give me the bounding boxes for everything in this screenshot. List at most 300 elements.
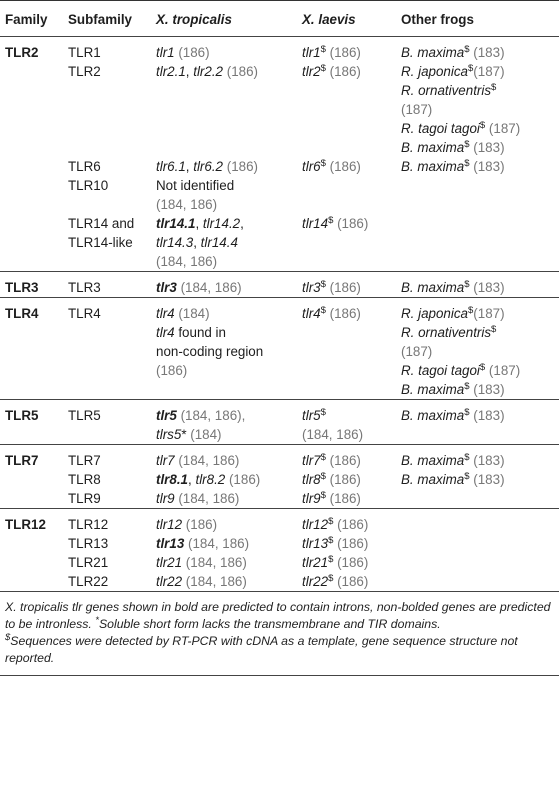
superscript-marker: $ bbox=[479, 120, 486, 131]
family-cell: TLR7 bbox=[5, 453, 39, 468]
superscript-marker: $ bbox=[320, 44, 326, 55]
reference-number: (186) bbox=[333, 555, 369, 570]
table-row bbox=[0, 157, 559, 176]
subfamily-label: TLR13 bbox=[68, 536, 109, 551]
footnote-dollar-marker: $ bbox=[5, 632, 11, 643]
table-row bbox=[0, 62, 559, 157]
header-other-frogs: Other frogs bbox=[401, 12, 474, 27]
gene-text: found in bbox=[174, 325, 226, 340]
x-tropicalis-cell bbox=[151, 176, 297, 214]
reference-number: (186) bbox=[325, 472, 361, 487]
gene-text: tlr6.2 bbox=[193, 159, 224, 174]
x-laevis-cell bbox=[297, 272, 396, 298]
x-tropicalis-cell bbox=[151, 157, 297, 176]
superscript-marker: $ bbox=[479, 362, 486, 373]
other-frogs-cell bbox=[396, 214, 559, 272]
gene-text: B. maxima bbox=[401, 45, 465, 60]
other-frogs-cell bbox=[396, 37, 559, 63]
subfamily-cell bbox=[63, 553, 151, 572]
x-tropicalis-cell bbox=[151, 400, 297, 445]
table-row bbox=[0, 37, 559, 63]
subfamily-label: TLR4 bbox=[68, 306, 101, 321]
family-cell bbox=[0, 534, 63, 553]
family-cell bbox=[0, 62, 63, 157]
subfamily-cell bbox=[63, 534, 151, 553]
cell-line bbox=[156, 252, 295, 271]
gene-text: tlr2.2 bbox=[193, 64, 224, 79]
gene-text: tlr8.2 bbox=[195, 472, 226, 487]
gene-text: R. japonica bbox=[401, 64, 468, 79]
cell-line bbox=[302, 43, 394, 62]
gene-text: Not identified bbox=[156, 178, 235, 193]
subfamily-cell bbox=[63, 445, 151, 471]
reference-number: (187) bbox=[473, 306, 505, 321]
reference-number: (184, 186) bbox=[174, 453, 240, 468]
cell-line bbox=[156, 233, 295, 252]
gene-text: tlr14.4 bbox=[200, 235, 238, 250]
gene-text: tlr9 bbox=[302, 491, 321, 506]
superscript-marker: $ bbox=[464, 158, 470, 169]
cell-line bbox=[401, 43, 557, 62]
cell-line bbox=[156, 157, 295, 176]
family-cell bbox=[0, 553, 63, 572]
reference-number: (186) bbox=[333, 517, 369, 532]
reference-number: (183) bbox=[469, 140, 505, 155]
x-laevis-cell bbox=[297, 176, 396, 214]
footnote-star-marker: * bbox=[95, 615, 99, 626]
cell-line bbox=[401, 451, 557, 470]
superscript-marker: $ bbox=[464, 407, 470, 418]
gene-text: R. ornativentris bbox=[401, 83, 492, 98]
table-row bbox=[0, 489, 559, 509]
cell-line bbox=[302, 553, 394, 572]
subfamily-cell bbox=[63, 157, 151, 176]
subfamily-label: TLR3 bbox=[68, 280, 101, 295]
cell-line bbox=[156, 425, 295, 444]
superscript-marker: $ bbox=[320, 158, 326, 169]
other-frogs-cell bbox=[396, 509, 559, 535]
reference-number: (186) bbox=[325, 280, 361, 295]
reference-number: (187) bbox=[401, 344, 433, 359]
gene-text: non-coding region bbox=[156, 344, 264, 359]
superscript-marker: $ bbox=[328, 215, 334, 226]
gene-text: , bbox=[195, 216, 203, 231]
table-row bbox=[0, 214, 559, 272]
reference-number: (184, 186) bbox=[182, 555, 247, 570]
reference-number: (186) bbox=[325, 306, 361, 321]
other-frogs-cell bbox=[396, 470, 559, 489]
superscript-marker: $ bbox=[320, 407, 326, 418]
reference-number: (187) bbox=[401, 102, 433, 117]
cell-line bbox=[401, 81, 557, 100]
gene-text: tlr3 bbox=[156, 280, 177, 295]
header-x-laevis: X. laevis bbox=[302, 12, 356, 27]
subfamily-label: TLR10 bbox=[68, 178, 109, 193]
family-cell bbox=[0, 214, 63, 272]
cell-line bbox=[401, 278, 557, 297]
gene-text: tlr13 bbox=[156, 536, 185, 551]
cell-line bbox=[302, 534, 394, 553]
reference-number: (183) bbox=[469, 453, 505, 468]
superscript-marker: $ bbox=[468, 305, 474, 316]
x-tropicalis-cell bbox=[151, 37, 297, 63]
other-frogs-cell bbox=[396, 298, 559, 400]
gene-text: , bbox=[188, 472, 196, 487]
other-frogs-cell bbox=[396, 157, 559, 176]
cell-line bbox=[401, 157, 557, 176]
header-subfamily: Subfamily bbox=[68, 12, 132, 27]
cell-line bbox=[156, 176, 295, 195]
x-laevis-cell bbox=[297, 509, 396, 535]
gene-text: tlr7 bbox=[156, 453, 175, 468]
table-row bbox=[0, 400, 559, 445]
cell-line bbox=[156, 489, 295, 508]
table-row bbox=[0, 176, 559, 214]
reference-number: (187) bbox=[485, 121, 521, 136]
reference-number: (186) bbox=[225, 472, 261, 487]
table-row bbox=[0, 298, 559, 400]
table-row bbox=[0, 509, 559, 535]
x-laevis-cell bbox=[297, 37, 396, 63]
other-frogs-cell bbox=[396, 62, 559, 157]
cell-line bbox=[401, 470, 557, 489]
gene-text: tlr2 bbox=[302, 64, 321, 79]
gene-text: tlr4 bbox=[156, 325, 175, 340]
other-frogs-cell bbox=[396, 534, 559, 553]
reference-number: (184, 186) bbox=[302, 427, 364, 442]
x-tropicalis-cell bbox=[151, 534, 297, 553]
cell-line bbox=[302, 515, 394, 534]
cell-line bbox=[302, 157, 394, 176]
cell-line bbox=[156, 553, 295, 572]
subfamily-cell bbox=[63, 400, 151, 445]
gene-text: , bbox=[185, 159, 194, 174]
cell-line bbox=[302, 572, 394, 591]
superscript-marker: $ bbox=[320, 490, 326, 501]
reference-number: (183) bbox=[469, 408, 505, 423]
reference-number: (184, 186) bbox=[182, 574, 247, 589]
gene-text: tlr14.3 bbox=[156, 235, 194, 250]
x-tropicalis-cell bbox=[151, 553, 297, 572]
reference-number: (186) bbox=[223, 159, 258, 174]
gene-text: tlr9 bbox=[156, 491, 175, 506]
x-laevis-cell bbox=[297, 62, 396, 157]
subfamily-label: TLR6 bbox=[68, 159, 101, 174]
gene-text: tlr14.2 bbox=[202, 216, 241, 231]
x-laevis-cell bbox=[297, 489, 396, 509]
gene-text: B. maxima bbox=[401, 453, 465, 468]
gene-text: * bbox=[181, 427, 187, 442]
gene-text: tlr8 bbox=[302, 472, 321, 487]
table-row bbox=[0, 572, 559, 592]
subfamily-label: TLR8 bbox=[68, 472, 101, 487]
subfamily-label: TLR5 bbox=[68, 408, 101, 423]
family-cell bbox=[0, 470, 63, 489]
x-tropicalis-cell bbox=[151, 489, 297, 509]
gene-text: , bbox=[193, 235, 201, 250]
x-laevis-cell bbox=[297, 534, 396, 553]
cell-line bbox=[401, 323, 557, 342]
cell-line bbox=[156, 342, 295, 361]
gene-text: tlr12 bbox=[302, 517, 329, 532]
subfamily-label: TLR9 bbox=[68, 491, 101, 506]
gene-text: R. ornativentris bbox=[401, 325, 492, 340]
superscript-marker: $ bbox=[320, 63, 326, 74]
superscript-marker: $ bbox=[491, 82, 497, 93]
x-tropicalis-cell bbox=[151, 298, 297, 400]
subfamily-cell bbox=[63, 509, 151, 535]
subfamily-cell bbox=[63, 572, 151, 592]
reference-number: (186) bbox=[223, 64, 258, 79]
gene-text: tlr21 bbox=[302, 555, 329, 570]
subfamily-cell bbox=[63, 489, 151, 509]
cell-line bbox=[156, 195, 295, 214]
gene-text: tlr1 bbox=[156, 45, 175, 60]
cell-line bbox=[156, 323, 295, 342]
cell-line bbox=[401, 62, 557, 81]
table-row bbox=[0, 445, 559, 471]
reference-number: (184, 186), bbox=[176, 408, 246, 423]
subfamily-cell bbox=[63, 37, 151, 63]
reference-number: (186) bbox=[156, 363, 188, 378]
gene-text: tlr4 bbox=[156, 306, 175, 321]
header-family: Family bbox=[5, 12, 48, 27]
family-cell: TLR12 bbox=[5, 517, 46, 532]
superscript-marker: $ bbox=[491, 324, 497, 335]
table-footnote bbox=[0, 592, 559, 676]
reference-number: (183) bbox=[469, 159, 505, 174]
subfamily-cell bbox=[63, 214, 151, 272]
x-tropicalis-cell bbox=[151, 572, 297, 592]
gene-text: B. maxima bbox=[401, 140, 465, 155]
reference-number: (186) bbox=[182, 517, 218, 532]
subfamily-cell bbox=[63, 62, 151, 157]
gene-text: tlr5 bbox=[302, 408, 321, 423]
superscript-marker: $ bbox=[320, 305, 326, 316]
gene-text: B. maxima bbox=[401, 382, 465, 397]
footnote-bold-explanation: X. tropicalis tlr genes shown in bold are predicted to contain introns, non-bolded genes are predicted to be intronless. bbox=[5, 600, 551, 631]
gene-text: tlr13 bbox=[302, 536, 329, 551]
superscript-marker: $ bbox=[320, 471, 326, 482]
reference-number: (183) bbox=[469, 280, 505, 295]
gene-text: tlrs5 bbox=[156, 427, 182, 442]
gene-text: R. japonica bbox=[401, 306, 468, 321]
superscript-marker: $ bbox=[464, 381, 470, 392]
footnote-rt-pcr: Sequences were detected by RT-PCR with cDNA as a template, gene sequence structure not reported. bbox=[5, 634, 518, 665]
gene-text: tlr6.1 bbox=[156, 159, 186, 174]
reference-number: (186) bbox=[333, 536, 369, 551]
superscript-marker: $ bbox=[464, 279, 470, 290]
subfamily-label: TLR21 bbox=[68, 555, 109, 570]
x-laevis-cell bbox=[297, 400, 396, 445]
gene-text: tlr1 bbox=[302, 45, 321, 60]
header-x-tropicalis: X. tropicalis bbox=[156, 12, 232, 27]
gene-text: tlr2.1 bbox=[156, 64, 186, 79]
table-row bbox=[0, 553, 559, 572]
superscript-marker: $ bbox=[464, 471, 470, 482]
family-cell bbox=[0, 157, 63, 176]
cell-line bbox=[401, 138, 557, 157]
gene-text: tlr14.1 bbox=[156, 216, 196, 231]
cell-line bbox=[156, 62, 295, 81]
cell-line bbox=[156, 534, 295, 553]
subfamily-label: TLR14-like bbox=[68, 235, 133, 250]
x-tropicalis-cell bbox=[151, 509, 297, 535]
gene-text: tlr3 bbox=[302, 280, 321, 295]
superscript-marker: $ bbox=[328, 554, 334, 565]
table-row bbox=[0, 470, 559, 489]
cell-line bbox=[401, 100, 557, 119]
reference-number: (184, 186) bbox=[156, 254, 218, 269]
x-tropicalis-cell bbox=[151, 470, 297, 489]
gene-text: tlr12 bbox=[156, 517, 183, 532]
cell-line bbox=[401, 304, 557, 323]
subfamily-cell bbox=[63, 272, 151, 298]
x-laevis-cell bbox=[297, 445, 396, 471]
superscript-marker: $ bbox=[464, 452, 470, 463]
table-row bbox=[0, 534, 559, 553]
reference-number: (186) bbox=[325, 45, 361, 60]
x-laevis-cell bbox=[297, 214, 396, 272]
family-cell bbox=[0, 176, 63, 214]
reference-number: (186) bbox=[333, 216, 369, 231]
family-cell: TLR3 bbox=[0, 272, 63, 298]
other-frogs-cell bbox=[396, 445, 559, 471]
superscript-marker: $ bbox=[464, 139, 470, 150]
subfamily-label: TLR14 and bbox=[68, 216, 135, 231]
header-row bbox=[0, 1, 559, 37]
subfamily-cell bbox=[63, 176, 151, 214]
gene-text: B. maxima bbox=[401, 472, 465, 487]
family-cell bbox=[0, 572, 63, 592]
gene-text: tlr7 bbox=[302, 453, 321, 468]
cell-line bbox=[401, 406, 557, 425]
gene-text: B. maxima bbox=[401, 408, 465, 423]
gene-text: tlr14 bbox=[302, 216, 329, 231]
subfamily-label: TLR1 bbox=[68, 45, 101, 60]
cell-line bbox=[401, 380, 557, 399]
reference-number: (184) bbox=[186, 427, 222, 442]
subfamily-cell bbox=[63, 470, 151, 489]
gene-text: R. tagoi tagoi bbox=[401, 121, 480, 136]
subfamily-label: TLR22 bbox=[68, 574, 109, 589]
family-cell: TLR4 bbox=[0, 298, 63, 400]
reference-number: (184, 186) bbox=[174, 491, 240, 506]
cell-line bbox=[156, 572, 295, 591]
x-tropicalis-cell bbox=[151, 62, 297, 157]
cell-line bbox=[156, 406, 295, 425]
cell-line bbox=[302, 304, 394, 323]
x-laevis-cell bbox=[297, 298, 396, 400]
cell-line bbox=[401, 119, 557, 138]
cell-line bbox=[156, 304, 295, 323]
superscript-marker: $ bbox=[328, 535, 334, 546]
reference-number: (187) bbox=[473, 64, 505, 79]
cell-line bbox=[156, 451, 295, 470]
gene-text: tlr5 bbox=[156, 408, 177, 423]
table-body bbox=[0, 37, 559, 592]
x-tropicalis-cell bbox=[151, 214, 297, 272]
gene-text: tlr4 bbox=[302, 306, 321, 321]
reference-number: (186) bbox=[325, 491, 361, 506]
cell-line bbox=[156, 361, 295, 380]
family-cell: TLR5 bbox=[0, 400, 63, 445]
other-frogs-cell bbox=[396, 176, 559, 214]
superscript-marker: $ bbox=[464, 44, 470, 55]
cell-line bbox=[302, 451, 394, 470]
superscript-marker: $ bbox=[320, 452, 326, 463]
table-row bbox=[0, 272, 559, 298]
gene-text: B. maxima bbox=[401, 280, 465, 295]
other-frogs-cell bbox=[396, 489, 559, 509]
reference-number: (186) bbox=[325, 453, 361, 468]
reference-number: (184, 186) bbox=[176, 280, 242, 295]
family-cell: TLR2 bbox=[5, 45, 39, 60]
reference-number: (184) bbox=[174, 306, 210, 321]
reference-number: (184, 186) bbox=[184, 536, 250, 551]
cell-line bbox=[156, 214, 295, 233]
cell-line bbox=[302, 406, 394, 425]
gene-text: tlr22 bbox=[156, 574, 183, 589]
gene-text: tlr8.1 bbox=[156, 472, 189, 487]
subfamily-label: TLR2 bbox=[68, 64, 101, 79]
gene-text: R. tagoi tagoi bbox=[401, 363, 480, 378]
reference-number: (183) bbox=[469, 45, 505, 60]
x-laevis-cell bbox=[297, 470, 396, 489]
gene-text: , bbox=[185, 64, 194, 79]
x-tropicalis-cell bbox=[151, 272, 297, 298]
gene-text: tlr21 bbox=[156, 555, 183, 570]
family-cell bbox=[0, 489, 63, 509]
cell-line bbox=[156, 278, 295, 297]
reference-number: (186) bbox=[325, 159, 361, 174]
superscript-marker: $ bbox=[468, 63, 474, 74]
reference-number: (186) bbox=[333, 574, 369, 589]
other-frogs-cell bbox=[396, 572, 559, 592]
subfamily-label: TLR12 bbox=[68, 517, 109, 532]
cell-line bbox=[156, 515, 295, 534]
x-laevis-cell bbox=[297, 572, 396, 592]
cell-line bbox=[156, 470, 295, 489]
cell-line bbox=[302, 278, 394, 297]
gene-text: tlr6 bbox=[302, 159, 321, 174]
gene-text: B. maxima bbox=[401, 159, 465, 174]
gene-text: , bbox=[240, 216, 244, 231]
x-tropicalis-cell bbox=[151, 445, 297, 471]
superscript-marker: $ bbox=[328, 516, 334, 527]
cell-line bbox=[302, 62, 394, 81]
other-frogs-cell bbox=[396, 272, 559, 298]
superscript-marker: $ bbox=[328, 573, 334, 584]
cell-line bbox=[302, 470, 394, 489]
subfamily-cell bbox=[63, 298, 151, 400]
cell-line bbox=[401, 361, 557, 380]
cell-line bbox=[401, 342, 557, 361]
reference-number: (183) bbox=[469, 382, 505, 397]
reference-number: (187) bbox=[485, 363, 521, 378]
footnote-soluble-form: Soluble short form lacks the transmembrane and TIR domains. bbox=[98, 617, 441, 631]
reference-number: (183) bbox=[469, 472, 505, 487]
cell-line bbox=[302, 489, 394, 508]
x-laevis-cell bbox=[297, 157, 396, 176]
other-frogs-cell bbox=[396, 400, 559, 445]
reference-number: (186) bbox=[325, 64, 361, 79]
reference-number: (184, 186) bbox=[156, 197, 218, 212]
subfamily-label: TLR7 bbox=[68, 453, 101, 468]
reference-number: (186) bbox=[174, 45, 210, 60]
cell-line bbox=[156, 43, 295, 62]
cell-line bbox=[302, 214, 394, 233]
